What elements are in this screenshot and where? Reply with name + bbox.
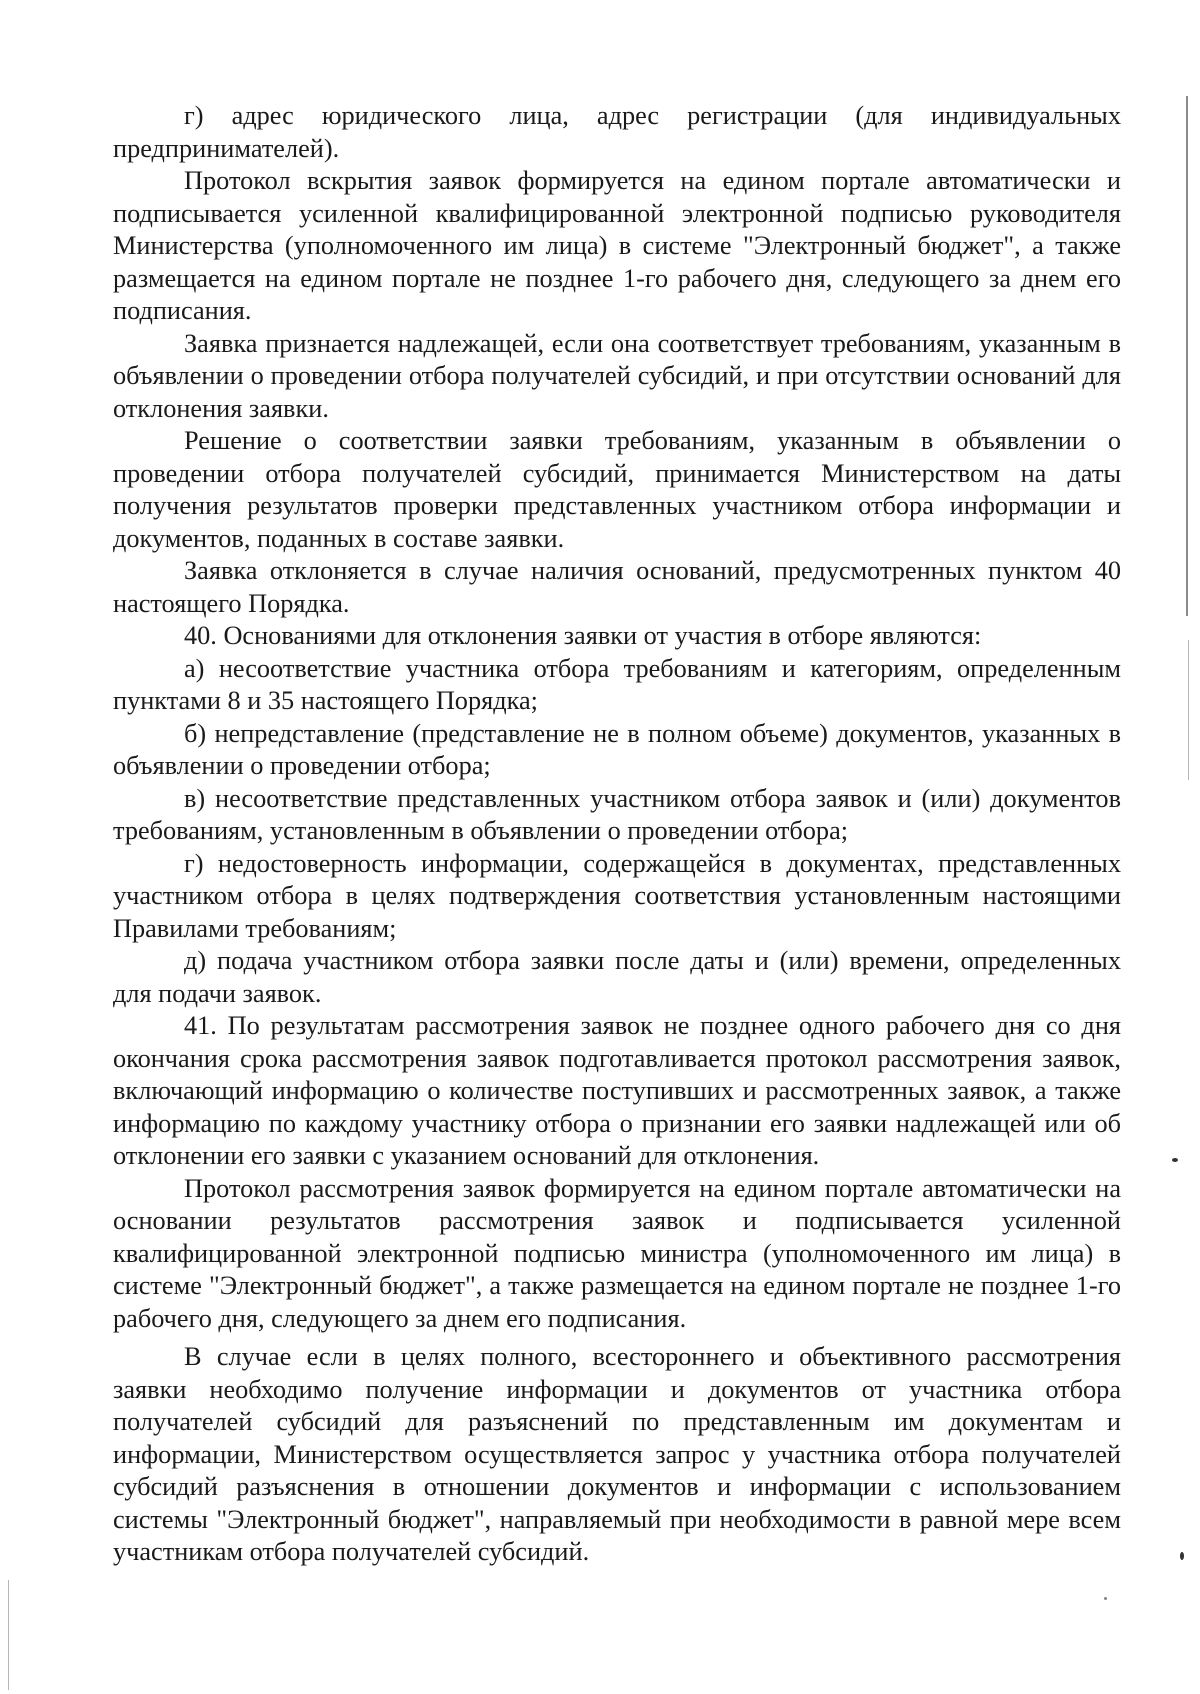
scan-edge-mark <box>8 1580 9 1690</box>
scan-speck <box>1172 1158 1178 1162</box>
paragraph: Заявка отклоняется в случае наличия оснований, предусмотренных пунктом 40 настоящего Порядка. <box>113 556 1121 618</box>
paragraph: Протокол рассмотрения заявок формируется на едином портале автоматически на основании результатов рассмотрения заявок и подписывается усиленной квалифицированной электронной подписью министра (уполномоченного им лица) в системе "Электронный бюджет", а также размещается на едином портале не позднее 1-го рабочего дня, следующего за днем его подписания. <box>113 1173 1121 1333</box>
paragraph: б) непредставление (представление не в полном объеме) документов, указанных в объявлении о проведении отбора; <box>113 718 1121 780</box>
document-body <box>113 100 1121 1569</box>
paragraph: Заявка признается надлежащей, если она соответствует требованиям, указанным в объявлении о проведении отбора получателей субсидий, и при отсутствии оснований для отклонения заявки. <box>113 328 1121 423</box>
paragraph: Протокол вскрытия заявок формируется на едином портале автоматически и подписывается усиленной квалифицированной электронной подписью руководителя Министерства (уполномоченного им лица) в системе "Электронный бюджет", а также размещается на едином портале не позднее 1-го рабочего дня, следующего за днем его подписания. <box>113 166 1121 325</box>
paragraph: г) адрес юридического лица, адрес регистрации (для индивидуальных предпринимателей). <box>113 101 1121 163</box>
paragraph: 40. Основаниями для отклонения заявки от участия в отборе являются: <box>184 621 982 650</box>
scan-edge-mark <box>1188 640 1189 780</box>
paragraph: в) несоответствие представленных участником отбора заявок и (или) документов требованиям, установленным в объявлении о проведении отбора; <box>113 783 1121 845</box>
paragraph: г) недостоверность информации, содержащейся в документах, представленных участником отбора в целях подтверждения соответствия установленным настоящими Правилами требованиям; <box>113 848 1121 943</box>
paragraph: 41. По результатам рассмотрения заявок не позднее одного рабочего дня со дня окончания срока рассмотрения заявок подготавливается протокол рассмотрения заявок, включающий информацию о количестве поступивших и рассмотренных заявок, а также информацию по каждому участнику отбора о признании его заявки надлежащей или об отклонении его заявки с указанием оснований для отклонения. <box>113 1011 1121 1170</box>
paragraph: Решение о соответствии заявки требованиям, указанным в объявлении о проведении отбора получателей субсидий, принимается Министерством на даты получения результатов проверки представленных участником отбора информации и документов, поданных в составе заявки. <box>113 426 1121 553</box>
paragraph: В случае если в целях полного, всестороннего и объективного рассмотрения заявки необходимо получение информации и документов от участника отбора получателей субсидий для разъяснений по представленным им документам и информации, Министерством осуществляется запрос у участника отбора получателей субсидий разъяснения в отношении документов и информации с использованием системы "Электронный бюджет", направляемый при необходимости в равной мере всем участникам отбора получателей субсидий. <box>113 1342 1121 1566</box>
paragraph: а) несоответствие участника отбора требованиям и категориям, определенным пунктами 8 и 35 настоящего Порядка; <box>113 653 1121 715</box>
paragraph: д) подача участником отбора заявки после даты и (или) времени, определенных для подачи заявок. <box>113 946 1121 1008</box>
scan-speck <box>1104 1597 1107 1600</box>
scan-speck <box>1180 1552 1184 1560</box>
scan-edge-mark <box>1186 96 1188 616</box>
